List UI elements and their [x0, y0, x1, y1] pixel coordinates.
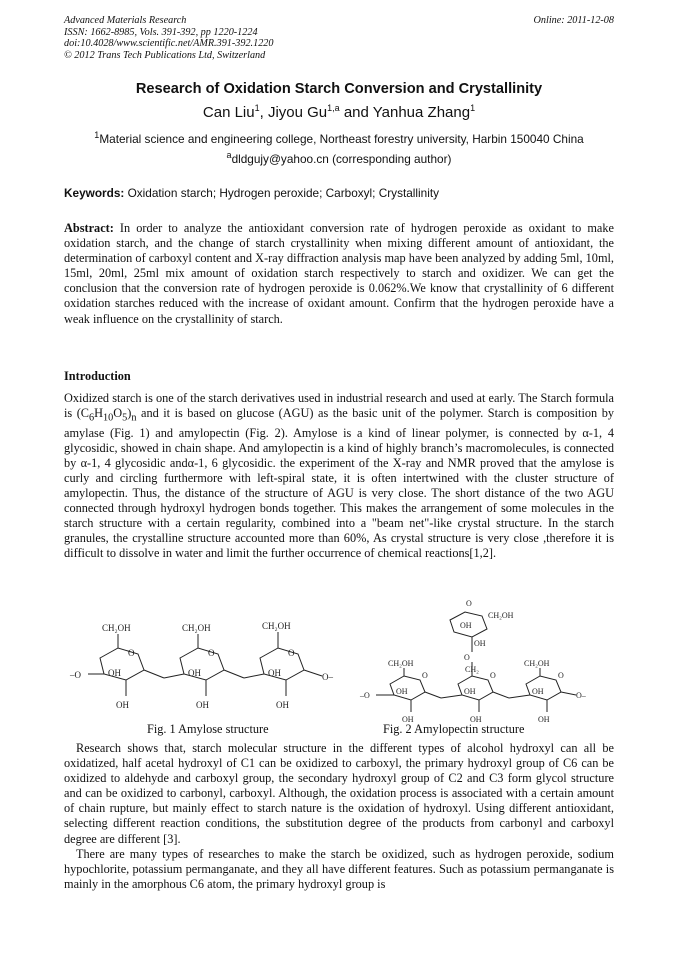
ring-o-label: O [288, 648, 295, 658]
oh-label: OH [538, 715, 550, 724]
copyright-line: © 2012 Trans Tech Publications Ltd, Switzerland [64, 49, 266, 61]
figure-1-caption: Fig. 1 Amylose structure [147, 722, 269, 736]
formula-sub: 5 [122, 412, 128, 424]
abstract [64, 221, 614, 327]
ring-o-label: O [128, 648, 135, 658]
ch2oh-label: CH₂OH [524, 659, 550, 668]
ch2oh-label: CH₂OH [488, 611, 514, 620]
oh-label: OH [396, 687, 408, 696]
intro-text: and it is based on glucose (AGU) as the basic unit of the polymer. Starch is composition by amylase (Fig. 1) and amylopectin (Fig. 2). Amylose is a kind of linear polymer, is connected by α-1, 4 glycosidic, showed in chain shape. And amylopectin is a kind of highly branch’s macromolecules, is connected by α-1, 4 glycosidic andα-1, 6 glycosidic. the experiment of the X-ray and NMR proved that the amylose is curly and circling furthermore with left-spiral state, it is often intertwined with the cluster structure of amylopectin. Thus, the distance of the structure of AGU is very close. The short distance of the two AGU connected through hydroxyl hydrogen bonds together. This makes the arrangement of some molecules in the starch structure with a certain regularity, combined into a "beam net"-like crystal structure. In the starch granules, the crystalline structure accounted more than 60%, As crystal structure is very close ,therefore it is difficult to dissolve in water and limit the further occurrence of chemical reactions[1,2]. [64, 406, 614, 561]
oh-label: OH [108, 668, 121, 678]
formula-text: ) [127, 406, 132, 421]
ring-o-label: O [558, 671, 564, 680]
keywords-text: Oxidation starch; Hydrogen peroxide; Carboxyl; Crystallinity [124, 186, 440, 200]
ring-o-label: O [466, 599, 472, 608]
oh-label: OH [470, 715, 482, 724]
oh-label: OH [460, 621, 472, 630]
abstract-text: In order to analyze the antioxidant conversion rate of hydrogen peroxide as oxidant to make oxidation starch, and the change of starch crystallinity when mixing different amount of antioxidant, the determination of carboxyl content and X-ray diffraction analysis map have been analyzed by adding 5ml, 10ml, 15ml, 20ml, 25ml mix amount of oxidation starch respectively to starch and oxidizer. We can get the conclusion that the conversion rate of hydrogen peroxide is 0.062%.We know that crystallinity of 6 different oxidation starches reduced with the increase of oxidant amount. Confirm that the hydrogen peroxide have a weak influence on the crystallinity of starch. [64, 221, 614, 326]
corresponding-email [40, 152, 638, 166]
formula-text: O [113, 406, 123, 421]
author-name: and Yanhua Zhang [339, 104, 471, 121]
ring-o-label: O [422, 671, 428, 680]
glucose-ring [260, 648, 304, 680]
chain-o-label: –O [70, 670, 81, 680]
journal-name: Advanced Materials Research [64, 15, 187, 26]
formula-text: H [94, 406, 104, 421]
abstract-label: Abstract: [64, 221, 114, 235]
online-date: Online: 2011-12-08 [533, 15, 614, 26]
body-paragraph: Research shows that, starch molecular structure in the different types of alcohol hydroxyl can all be oxidatized, half acetal hydroxyl of C1 can be oxidized to carboxyl, the primary hydroxyl group of C6 can be oxidized to aldehyde and carboxyl group, the secondary hydroxyl group of C2 and C3 form glycol structure and can be oxidized to carbonyl, carboxyl. Although, the oxidation process is associated with a certain amount of chain rupture, but mainly effect to starch nature is the oxidation of hydroxyl. Using different antioxidant, selecting different reaction conditions, the substitution degree of the products from carbonyl and carboxyl degree are different [3]. [64, 741, 614, 846]
ring-o-label: O [464, 653, 470, 662]
paper-title: Research of Oxidation Starch Conversion and Crystallinity [135, 81, 543, 97]
formula-sub: n [131, 412, 137, 424]
chain-o-label: O– [322, 672, 333, 682]
oh-label: OH [532, 687, 544, 696]
oh-label: OH [268, 668, 281, 678]
amylose-labels [69, 621, 333, 710]
author-name: , Jiyou Gu [259, 104, 328, 121]
ch2oh-label: CH₂OH [262, 621, 291, 631]
keywords-label: Keywords: [64, 186, 125, 200]
ch2oh-label: CH₂OH [102, 623, 131, 633]
figure-2-caption: Fig. 2 Amylopectin structure [383, 722, 525, 736]
oh-label: OH [116, 700, 129, 710]
chain-o-label: –O [360, 691, 370, 700]
ring-o-label: O [490, 671, 496, 680]
email-sup: a [226, 150, 232, 161]
author-sup: 1,a [327, 103, 340, 113]
oh-label: OH [276, 700, 289, 710]
doi-line: doi:10.4028/www.scientific.net/AMR.391-392.1220 [64, 38, 274, 50]
email-text: dldgujy@yahoo.cn (corresponding author) [231, 152, 452, 166]
ch2oh-label: CH₂OH [182, 623, 211, 633]
glucose-ring [100, 648, 144, 680]
intro-text: Oxidized starch is one of the starch derivatives used in industrial research and used at early. The Starch formula is (C [64, 391, 614, 421]
intro-paragraph [64, 391, 614, 561]
amylopectin-labels [359, 599, 587, 724]
affiliation-text: Material science and engineering college, Northeast forestry university, Harbin 150040 China [99, 132, 584, 146]
structure-figures [60, 596, 620, 736]
author-name: Can Liu [202, 104, 255, 121]
oh-label: OH [474, 639, 486, 648]
oh-label: OH [196, 700, 209, 710]
amylose-structure [88, 632, 322, 696]
author-sup: 1 [470, 103, 476, 113]
oh-label: OH [188, 668, 201, 678]
ch2oh-label: CH₂OH [388, 659, 414, 668]
glucose-ring [180, 648, 224, 680]
keywords [64, 186, 616, 200]
journal-header [64, 15, 273, 61]
formula-sub: 6 [89, 412, 95, 424]
affiliation-sup: 1 [94, 130, 100, 141]
author-sup: 1 [254, 103, 260, 113]
formula-sub: 10 [103, 412, 114, 424]
ring-o-label: O [208, 648, 215, 658]
oh-label: OH [402, 715, 414, 724]
body-paragraphs [64, 741, 614, 892]
affiliation [40, 132, 638, 146]
author-list [40, 104, 638, 121]
issn-line: ISSN: 1662-8985, Vols. 391-392, pp 1220-1224 [64, 26, 258, 38]
oh-label: OH [464, 687, 476, 696]
ch2-label: CH₂ [465, 665, 479, 674]
chain-o-label: O– [576, 691, 586, 700]
body-paragraph: There are many types of researches to make the starch be oxidized, such as hydrogen peroxide, sodium hypochlorite, potassium permanganate, and they all have different features. Such as potassium permanganate is mainly in the amorphous C6 atom, the primary hydroxyl group is [64, 846, 614, 891]
section-heading: Introduction [64, 369, 131, 383]
